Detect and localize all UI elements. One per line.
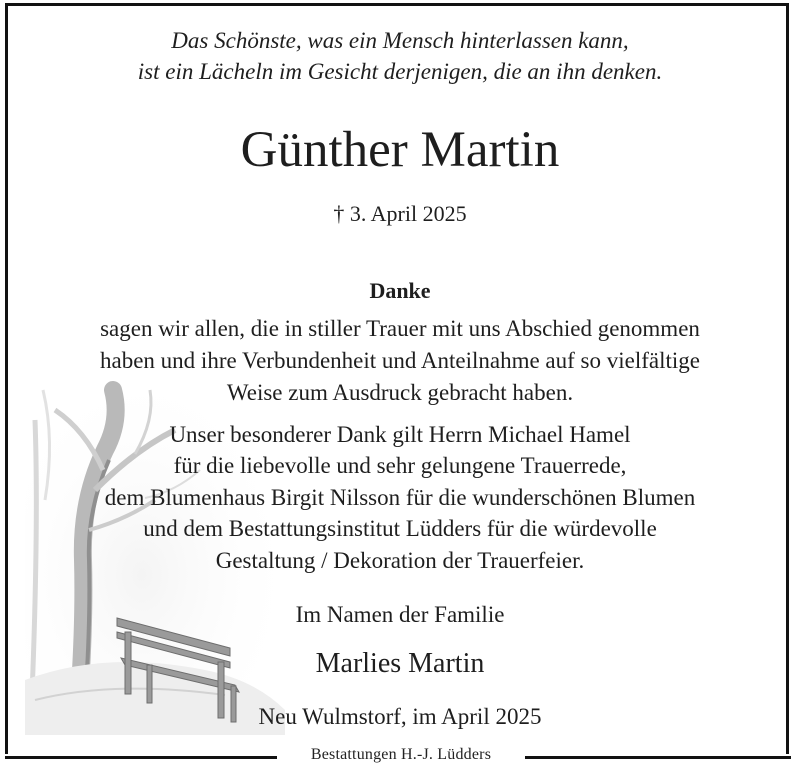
place-and-date: Neu Wulmstorf, im April 2025: [258, 704, 542, 729]
quote-line-1: Das Schönste, was ein Mensch hinterlassen kann,: [171, 28, 629, 53]
footer-rule-right: [525, 756, 791, 759]
thanks-paragraph-1-line: Weise zum Ausdruck gebracht haben.: [226, 380, 574, 405]
thanks-paragraph-1-line: sagen wir allen, die in stiller Trauer mit uns Abschied genommen: [100, 316, 700, 341]
thanks-heading: Danke: [369, 278, 431, 303]
deceased-name: Günther Martin: [240, 122, 560, 178]
thanks-paragraph-1-line: haben und ihre Verbundenheit und Anteilnahme auf so vielfältige: [100, 348, 700, 373]
footer-rule-left: [5, 756, 277, 759]
signature-intro: Im Namen der Familie: [295, 602, 505, 627]
quote-line-2: ist ein Lächeln im Gesicht derjenigen, die an ihn denken.: [137, 59, 663, 84]
thanks-paragraph-2-line: und dem Bestattungsinstitut Lüdders für die würdevolle: [143, 516, 657, 541]
thanks-paragraph-2-line: Unser besonderer Dank gilt Herrn Michael Hamel: [169, 422, 631, 447]
undertaker-credit: Bestattungen H.-J. Lüdders: [310, 746, 492, 763]
thanks-paragraph-2-line: dem Blumenhaus Birgit Nilsson für die wunderschönen Blumen: [104, 485, 696, 510]
thanks-paragraph-2-line: Gestaltung / Dekoration der Trauerfeier.: [215, 548, 585, 573]
date-of-death: † 3. April 2025: [333, 201, 467, 226]
signature-name: Marlies Martin: [315, 648, 485, 679]
thanks-paragraph-2-line: für die liebevolle und sehr gelungene Trauerrede,: [173, 453, 627, 478]
